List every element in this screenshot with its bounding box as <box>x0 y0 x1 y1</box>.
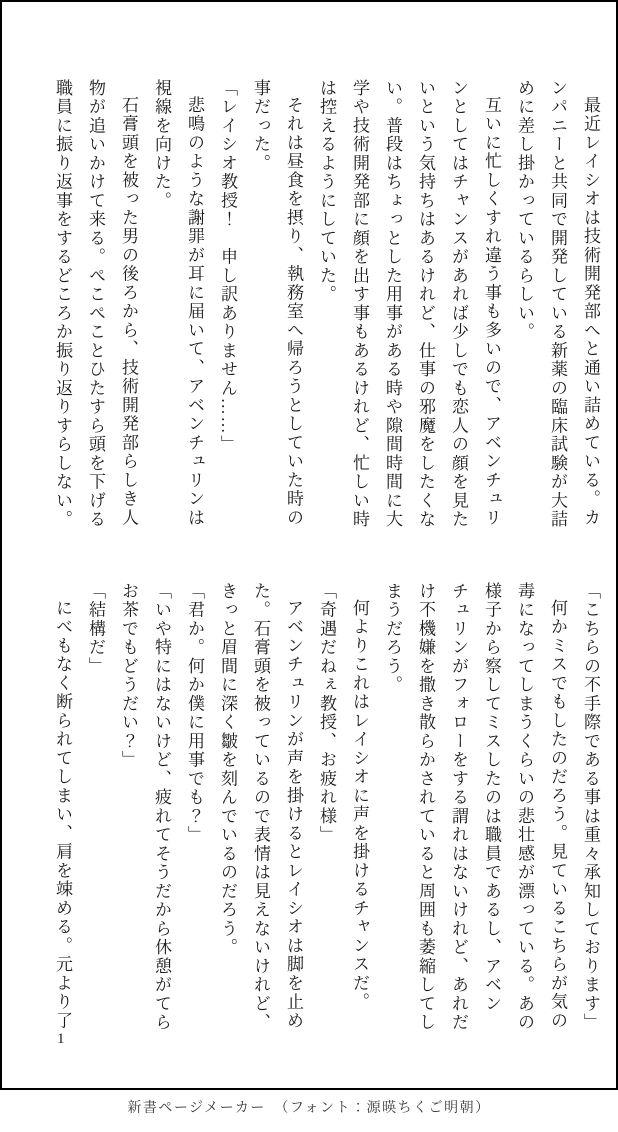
paragraph: 「こちらの不手際である事は重々承知しております」 <box>581 582 600 1032</box>
text-band-top <box>46 79 607 529</box>
paragraph: 悲鳴のような謝罪が耳に届いて、アベンチュリンは視線を向けた。 <box>152 79 204 528</box>
paragraph: 何かミスでもしたのだろう。見ているこちらが気の毒になってしまうくらいの悲壮感が漂っている。あの様子から察してミスしたのは職員であるし、アベンチュリンがフォローをする謂れはないけれど、あれだけ不機嫌を撒き散らかされていると周囲も萎縮してしまうだろう。 <box>383 582 567 1032</box>
paragraph: 石膏頭を被った男の後ろから、技術開発部らしき人物が追いかけて来る。ぺこぺことひたすら頭を下げる職員に振り返事をするどころか振り返りすらしない。 <box>53 79 138 529</box>
paragraph: 「君か。何か僕に用事でも？」 <box>185 582 204 845</box>
paragraph: 「レイシオ教授！ 申し訳ありません……」 <box>218 79 237 454</box>
page-number: 1 <box>57 1031 65 1047</box>
paragraph: 互いに忙しくすれ違う事も多いので、アベンチュリンとしてはチャンスがあれば少しでも恋人の顔を見たいという気持ちはあるけれど、仕事の邪魔をしたくない。普段はちょっとした用事がある時や隙間時間に大学や技術開発部に顔を出す事もあるけれど、忙しい時は控えるようにしていた。 <box>317 79 501 529</box>
footer-generator-caption: 新書ページメーカー （フォント：源暎ちくご明朝） <box>127 1101 491 1116</box>
paragraph: 何よりこれはレイシオに声を掛けるチャンスだ。 <box>350 599 369 1012</box>
paragraph: 「結構だ」 <box>86 582 105 676</box>
text-band-bottom <box>46 582 607 1032</box>
paragraph: それは昼食を摂り、執務室へ帰ろうとしていた時の事だった。 <box>251 79 303 528</box>
paragraph: 「いや特にはないけど、疲れてそうだから休憩がてらお茶でもどうだい？」 <box>119 582 171 1032</box>
paragraph: にべもなく断られてしまい、肩を竦める。元より了 <box>53 599 72 1031</box>
paragraph: アベンチュリンが声を掛けるとレイシオは脚を止めた。石膏頭を被っているので表情は見えないけれど、きっと眉間に深く皺を刻んでいるのだろう。 <box>218 582 303 1032</box>
paragraph: 最近レイシオは技術開発部へと通い詰めている。カンパニーと共同で開発している新薬の臨床試験が大詰めに差し掛かっているらしい。 <box>515 79 600 529</box>
paragraph: 「奇遇だねぇ教授、お疲れ様」 <box>317 582 336 845</box>
